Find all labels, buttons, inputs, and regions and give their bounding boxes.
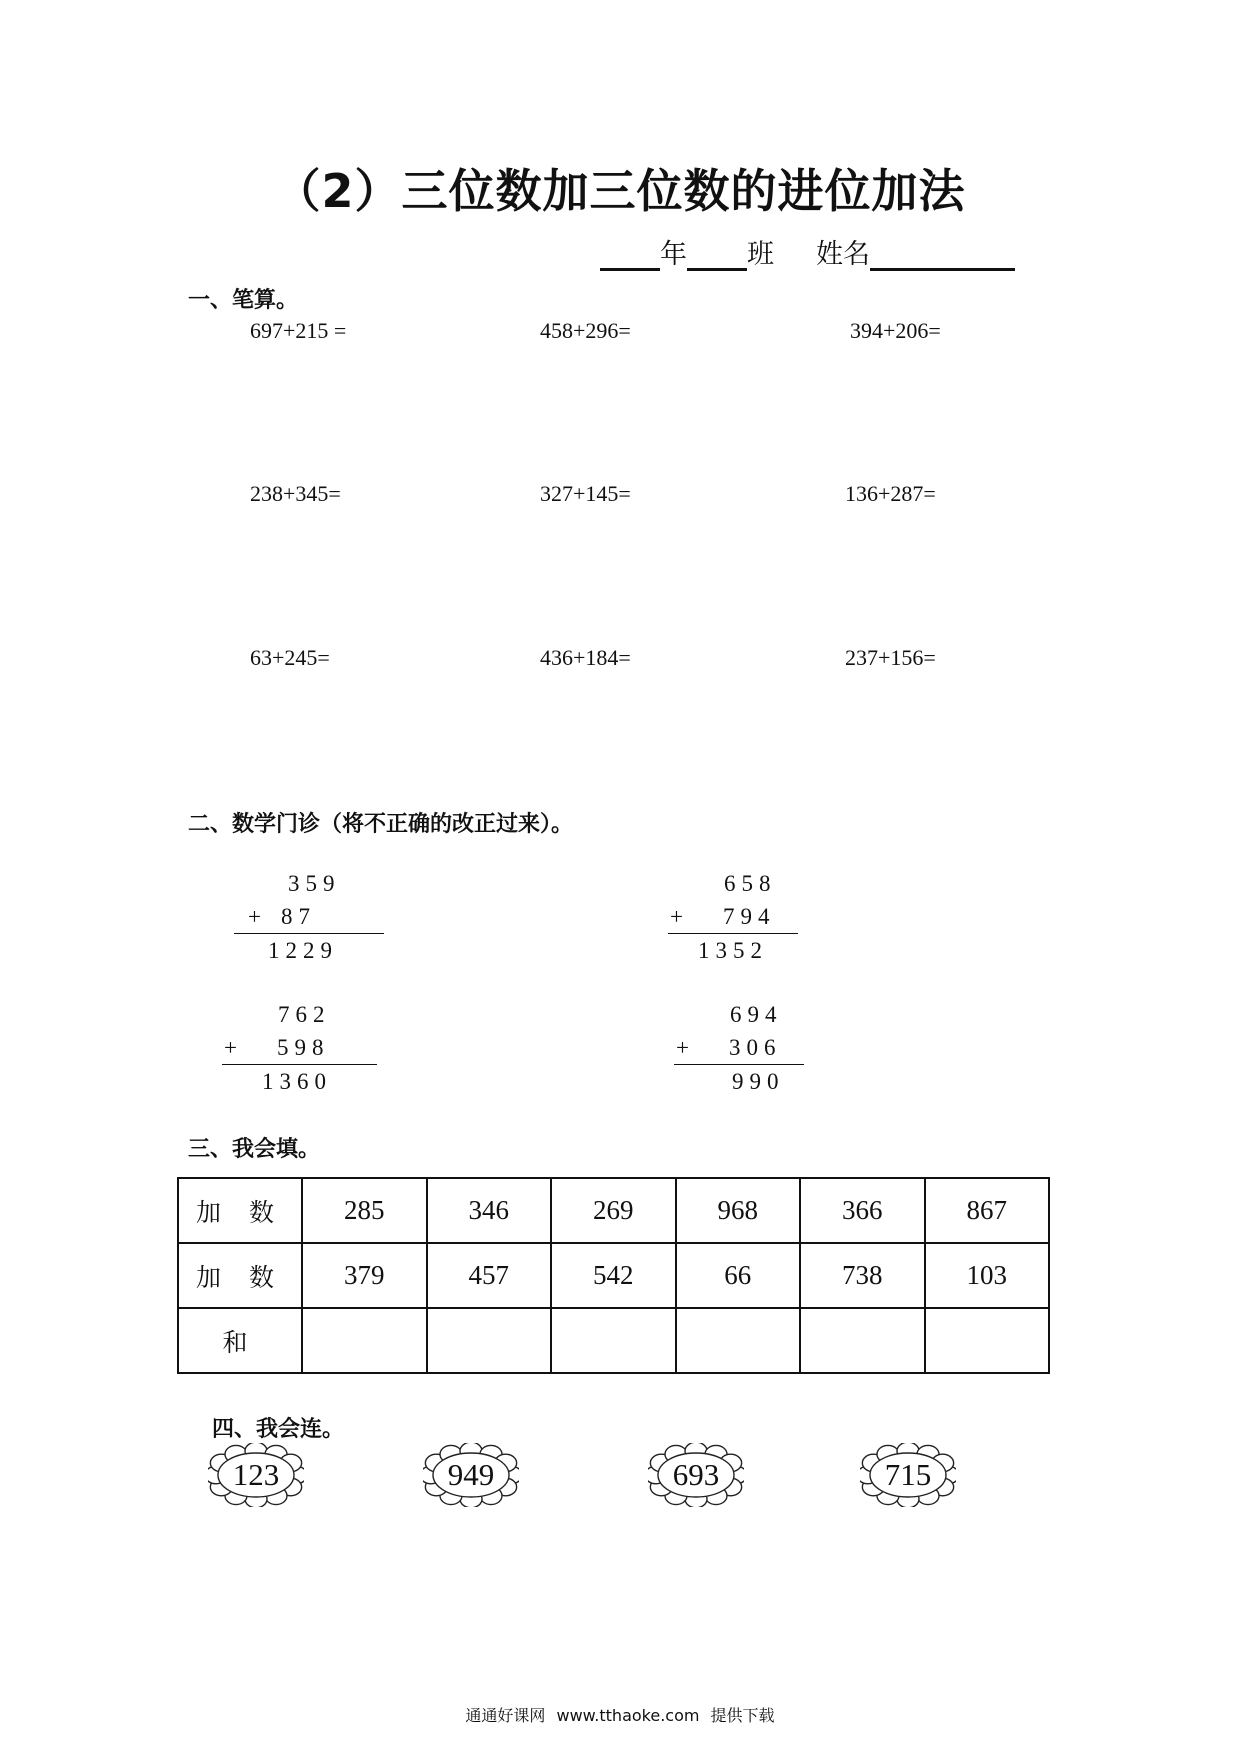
sum-cell[interactable] [925,1308,1050,1373]
row-label: 加 数 [178,1178,302,1243]
plus-sign: + [224,1035,243,1060]
section3-heading: 三、我会填。 [188,1137,321,1162]
flower-card[interactable] [860,1443,956,1507]
fill-table [177,1177,1050,1374]
vertical-addition-3 [222,998,377,1098]
flower-number: 949 [447,1457,495,1492]
problem-6: 136+287= [845,481,936,506]
problem-9: 237+156= [845,645,936,670]
flower-number: 693 [672,1457,720,1492]
result: 1229 [268,938,338,963]
section2-heading: 二、数学门诊（将不正确的改正过来）。 [188,812,574,837]
top-addend: 694 [730,1002,783,1027]
table-cell: 379 [302,1243,427,1308]
bottom-addend-row [234,900,384,934]
table-cell: 968 [676,1178,801,1243]
bottom-addend-row [222,1031,377,1065]
bottom-addend: 87 [280,904,316,929]
name-label: 姓名 [816,239,870,270]
table-cell: 366 [800,1178,925,1243]
flower-number: 123 [232,1457,280,1492]
bottom-addend-row [674,1031,804,1065]
section4-heading: 四、我会连。 [212,1417,345,1442]
plus-sign: + [676,1035,695,1060]
problem-2: 458+296= [540,318,631,343]
grade-blank[interactable] [600,240,660,271]
sum-cell[interactable] [800,1308,925,1373]
sum-cell[interactable] [551,1308,676,1373]
flower-card[interactable] [648,1443,744,1507]
row-label: 加 数 [178,1243,302,1308]
problem-4: 238+345= [250,481,341,506]
table-row [178,1308,1049,1373]
bottom-addend: 794 [722,904,776,929]
row-label: 和 [178,1308,302,1373]
table-cell: 269 [551,1178,676,1243]
table-cell: 66 [676,1243,801,1308]
grade-label: 年 [660,239,687,270]
student-info [600,232,1015,271]
plus-sign: + [670,904,689,929]
page-title: （2）三位数加三位数的进位加法 [274,164,966,218]
table-cell: 867 [925,1178,1050,1243]
result: 990 [732,1069,785,1094]
plus-sign: + [248,904,267,929]
vertical-addition-4 [674,998,804,1098]
vertical-addition-1 [234,867,384,967]
result: 1352 [698,938,768,963]
top-addend: 359 [288,871,341,896]
name-blank[interactable] [870,240,1015,271]
bottom-addend: 598 [276,1035,330,1060]
result: 1360 [262,1069,332,1094]
table-cell: 738 [800,1243,925,1308]
problem-3: 394+206= [850,318,941,343]
vertical-addition-2 [668,867,798,967]
table-row [178,1178,1049,1243]
table-row [178,1243,1049,1308]
problem-8: 436+184= [540,645,631,670]
bottom-addend-row [668,900,798,934]
problem-7: 63+245= [250,645,330,670]
problem-5: 327+145= [540,481,631,506]
table-cell: 346 [427,1178,552,1243]
table-cell: 103 [925,1243,1050,1308]
class-label: 班 [747,239,774,270]
flower-card[interactable] [423,1443,519,1507]
table-cell: 542 [551,1243,676,1308]
class-blank[interactable] [687,240,747,271]
flower-card[interactable] [208,1443,304,1507]
sum-cell[interactable] [427,1308,552,1373]
sum-cell[interactable] [676,1308,801,1373]
sum-cell[interactable] [302,1308,427,1373]
bottom-addend: 306 [728,1035,782,1060]
section1-heading: 一、笔算。 [188,288,299,313]
top-addend: 762 [278,1002,331,1027]
footer-source: 通通好课网 www.tthaoke.com 提供下载 [465,1706,775,1725]
table-cell: 285 [302,1178,427,1243]
top-addend: 658 [724,871,777,896]
table-cell: 457 [427,1243,552,1308]
flower-number: 715 [884,1457,932,1492]
problem-1: 697+215 = [250,318,347,343]
